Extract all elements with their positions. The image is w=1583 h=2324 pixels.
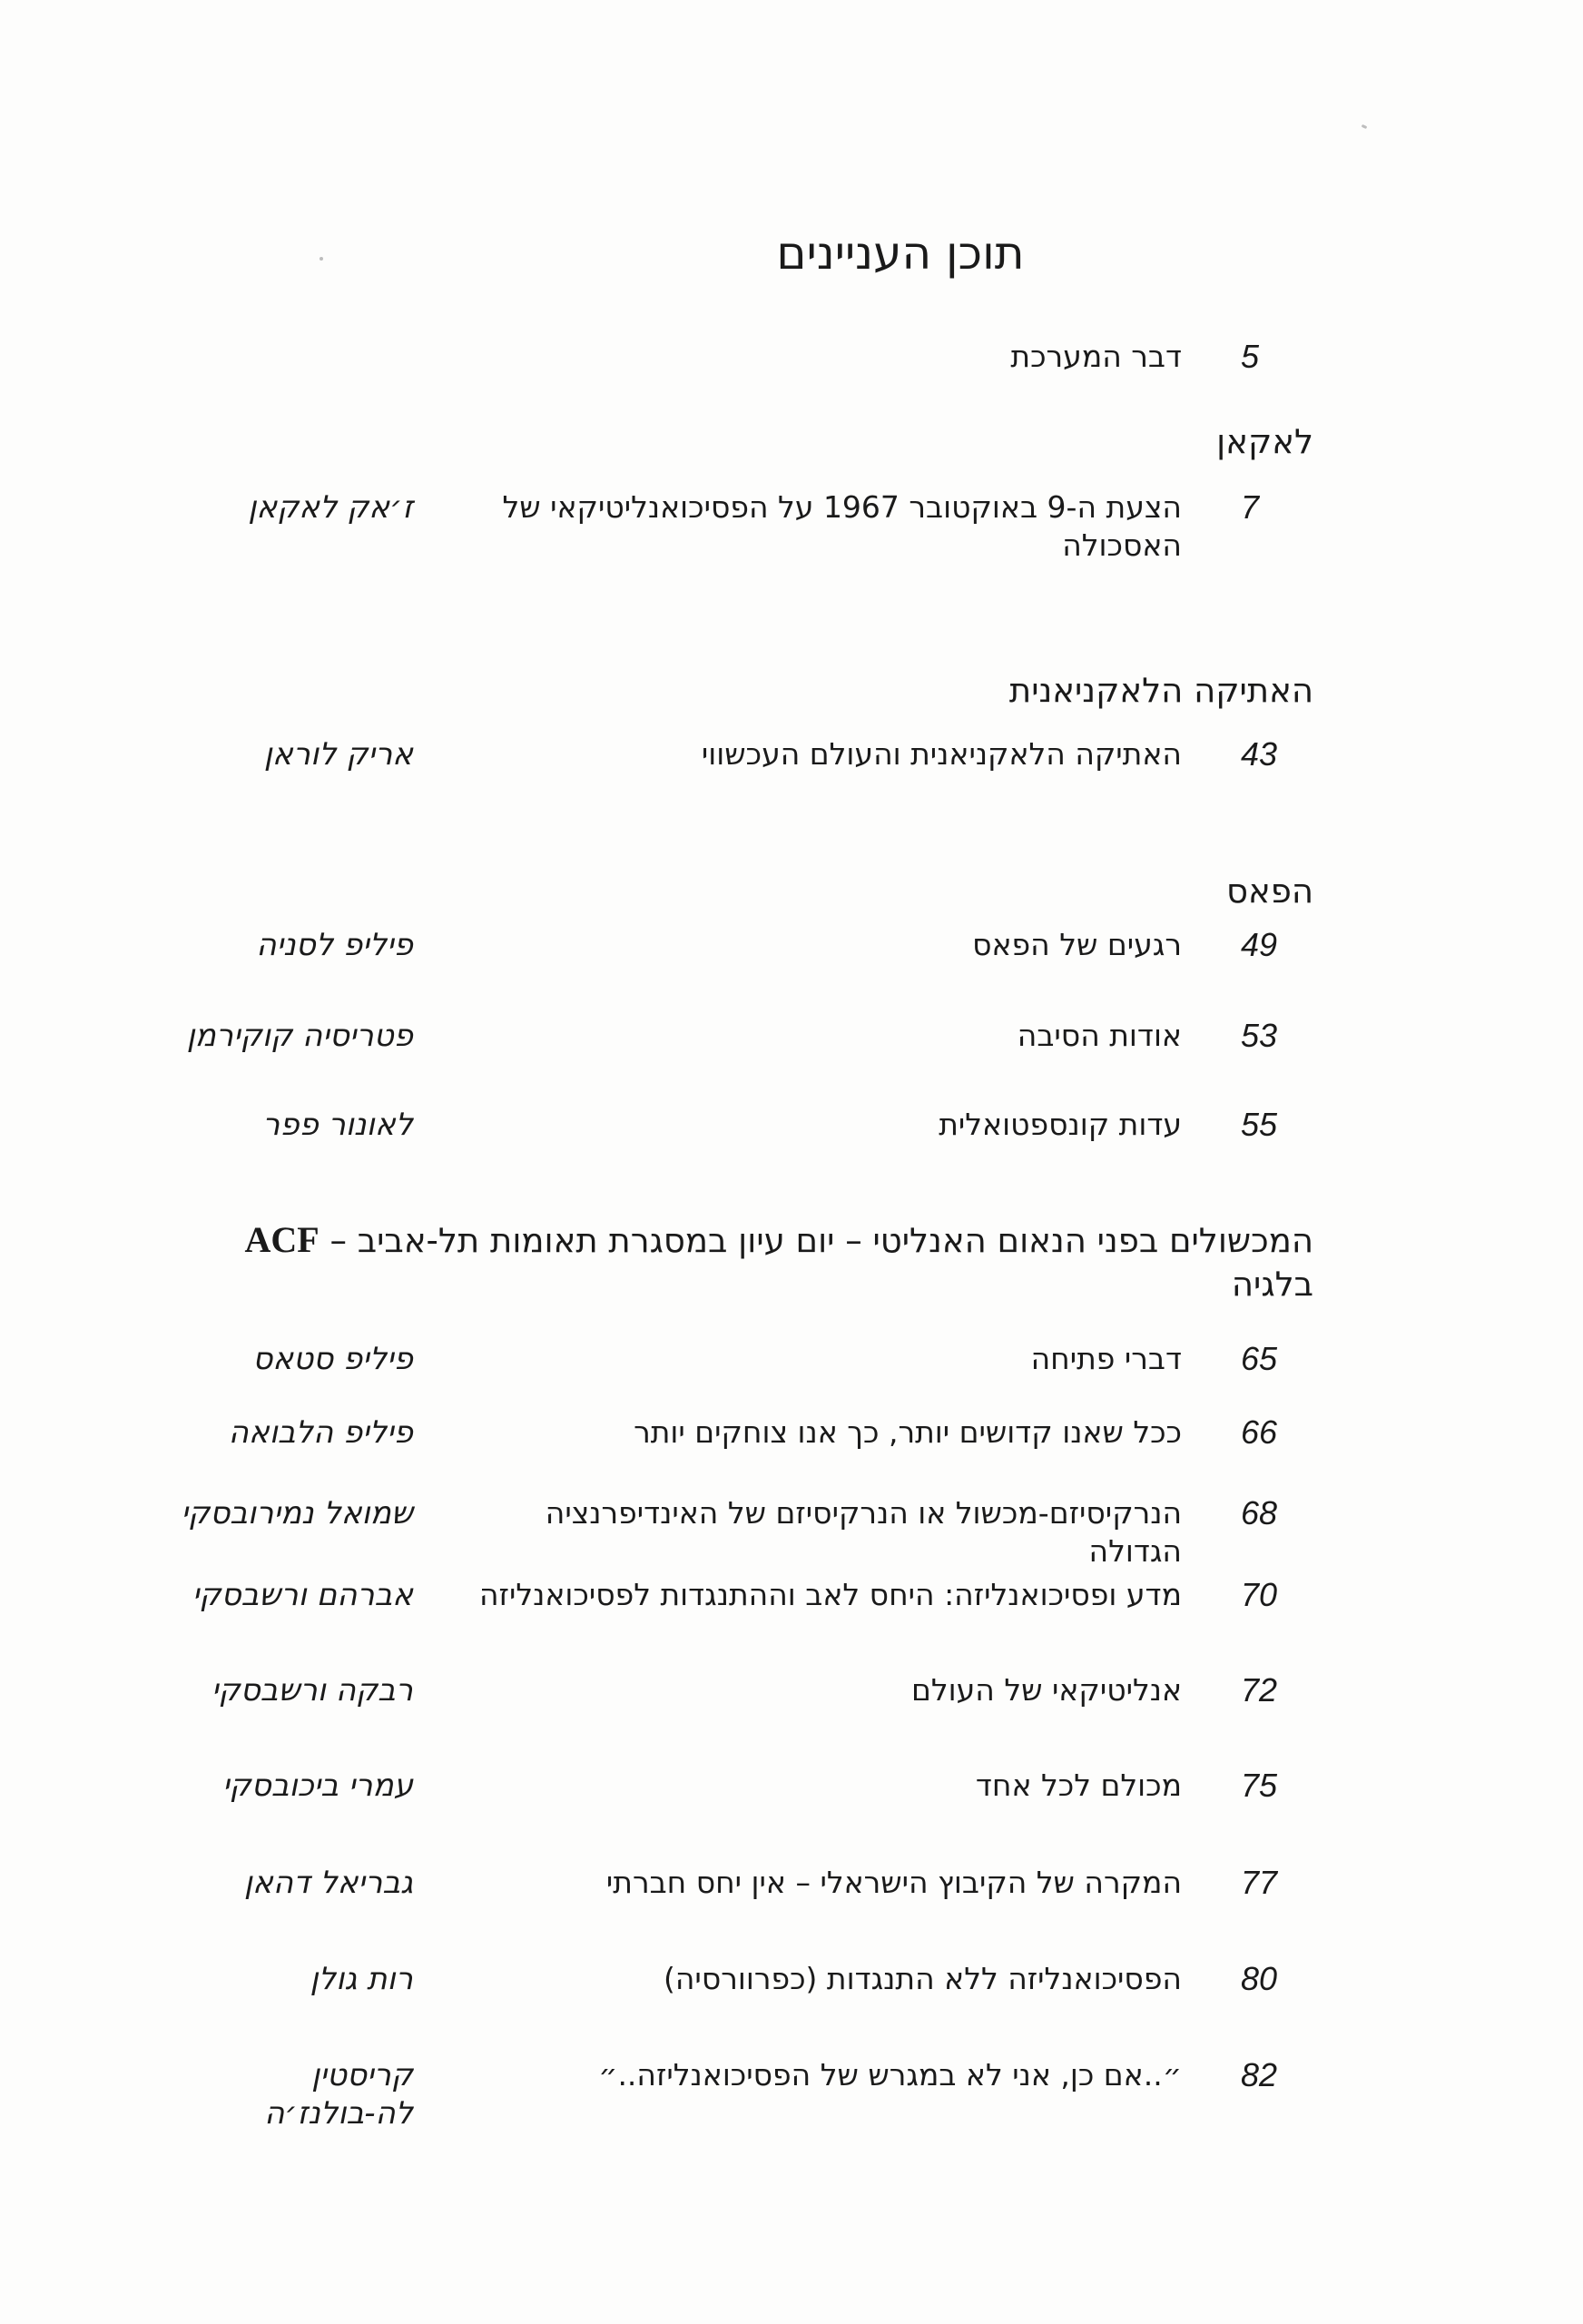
entry-page-number: 70	[1241, 1576, 1278, 1613]
entry-author: פיליפ סטאס	[252, 1341, 413, 1377]
entry-page-number: 7	[1241, 488, 1260, 526]
entry-page-number: 5	[1241, 338, 1260, 375]
entry-page-number: 68	[1241, 1494, 1278, 1531]
entry-title: ״..אם כן, אני לא במגרש של הפסיכואנליזה..״	[598, 2057, 1182, 2093]
entry-author: עמרי ביכובסקי	[222, 1768, 413, 1804]
toc-entry	[0, 1413, 1583, 1495]
page-title: תוכן העניינים	[776, 227, 1025, 280]
section-title-acf: ACF	[244, 1219, 320, 1260]
entry-title: ככל שאנו קדושים יותר, כך אנו צוחקים יותר	[634, 1414, 1182, 1450]
section-title-pass: הפאס	[1225, 872, 1313, 911]
entry-page-number: 53	[1241, 1017, 1278, 1054]
entry-author: שמואל נמירובסקי	[181, 1495, 413, 1531]
entry-title: מכולם לכל אחד	[975, 1768, 1182, 1803]
toc-entry	[0, 1017, 1583, 1098]
toc-entry	[0, 1864, 1583, 1945]
entry-author: אריק לוראן	[263, 736, 413, 773]
toc-entry	[0, 1960, 1583, 2042]
entry-author: פיליפ הלבואה	[228, 1414, 413, 1451]
entry-page-number: 72	[1241, 1671, 1278, 1709]
entry-author: ז׳אק לאקאן	[248, 489, 413, 526]
toc-entry	[0, 1767, 1583, 1848]
toc-entry	[0, 1576, 1583, 1658]
toc-entry	[0, 926, 1583, 1008]
entry-author: רות גולן	[310, 1961, 413, 1997]
entry-page-number: 43	[1241, 735, 1278, 773]
toc-entry	[0, 2056, 1583, 2138]
entry-title: הנרקיסיזם-מכשול או הנרקיסיזם של האינדיפרנציה הגדולה	[545, 1495, 1182, 1569]
scan-speck	[320, 257, 323, 261]
entry-page-number: 66	[1241, 1413, 1278, 1451]
entry-title: עדות קונספטואלית	[939, 1107, 1182, 1142]
entry-title: אודות הסיבה	[1017, 1018, 1182, 1053]
entry-page-number: 65	[1241, 1340, 1278, 1377]
toc-entry	[0, 338, 1583, 419]
entry-title: מדע ופסיכואנליזה: היחס לאב וההתנגדות לפסיכואנליזה	[479, 1577, 1182, 1612]
toc-entry	[0, 1106, 1583, 1187]
toc-entry	[0, 1671, 1583, 1753]
entry-title: רגעים של הפאס	[972, 927, 1182, 962]
entry-author: רבקה ורשבסקי	[211, 1672, 413, 1709]
section-title-obstacles	[152, 1218, 1313, 1306]
entry-page-number: 49	[1241, 926, 1278, 963]
entry-author: לאונור פפר	[262, 1107, 413, 1143]
entry-title: הצעת ה-9 באוקטובר 1967 על הפסיכואנליטיקאי של האסכולה	[502, 489, 1182, 563]
entry-page-number: 80	[1241, 1960, 1278, 1997]
scan-speck	[1362, 124, 1368, 129]
toc-entry	[0, 1340, 1583, 1422]
toc-entry	[0, 735, 1583, 817]
entry-author: פטריסיה קוקירמן	[186, 1018, 413, 1054]
section-title-prefix: המכשולים בפני הנאום האנליטי – יום עיון במסגרת תאומות תל-אביב –	[329, 1221, 1313, 1260]
toc-entry	[0, 488, 1583, 570]
entry-author: פיליפ לסניה	[256, 927, 413, 963]
entry-page-number: 77	[1241, 1864, 1278, 1901]
entry-title: דברי פתיחה	[1030, 1341, 1182, 1376]
section-title-ethics: האתיקה הלאקניאנית	[1008, 671, 1313, 710]
entry-author: קריסטין לה-בולנז׳ה	[264, 2057, 413, 2132]
section-title-lacan: לאקאן	[1216, 422, 1313, 461]
entry-title: הפסיכואנליזה ללא התנגדות (כפרוורסיה)	[664, 1961, 1182, 1996]
entry-title: אנליטיקאי של העולם	[910, 1672, 1182, 1708]
entry-page-number: 82	[1241, 2056, 1278, 2093]
entry-page-number: 75	[1241, 1767, 1278, 1804]
entry-title: המקרה של הקיבוץ הישראלי – אין יחס חברתי	[605, 1865, 1182, 1900]
entry-author: גבריאל דהאן	[243, 1865, 413, 1901]
toc-entry	[0, 1494, 1583, 1576]
entry-author: אברהם ורשבסקי	[192, 1577, 413, 1613]
entry-title: דבר המערכת	[1010, 339, 1182, 374]
section-title-suffix: בלגיה	[1231, 1265, 1313, 1304]
entry-page-number: 55	[1241, 1106, 1278, 1143]
entry-title: האתיקה הלאקניאנית והעולם העכשווי	[701, 736, 1182, 772]
